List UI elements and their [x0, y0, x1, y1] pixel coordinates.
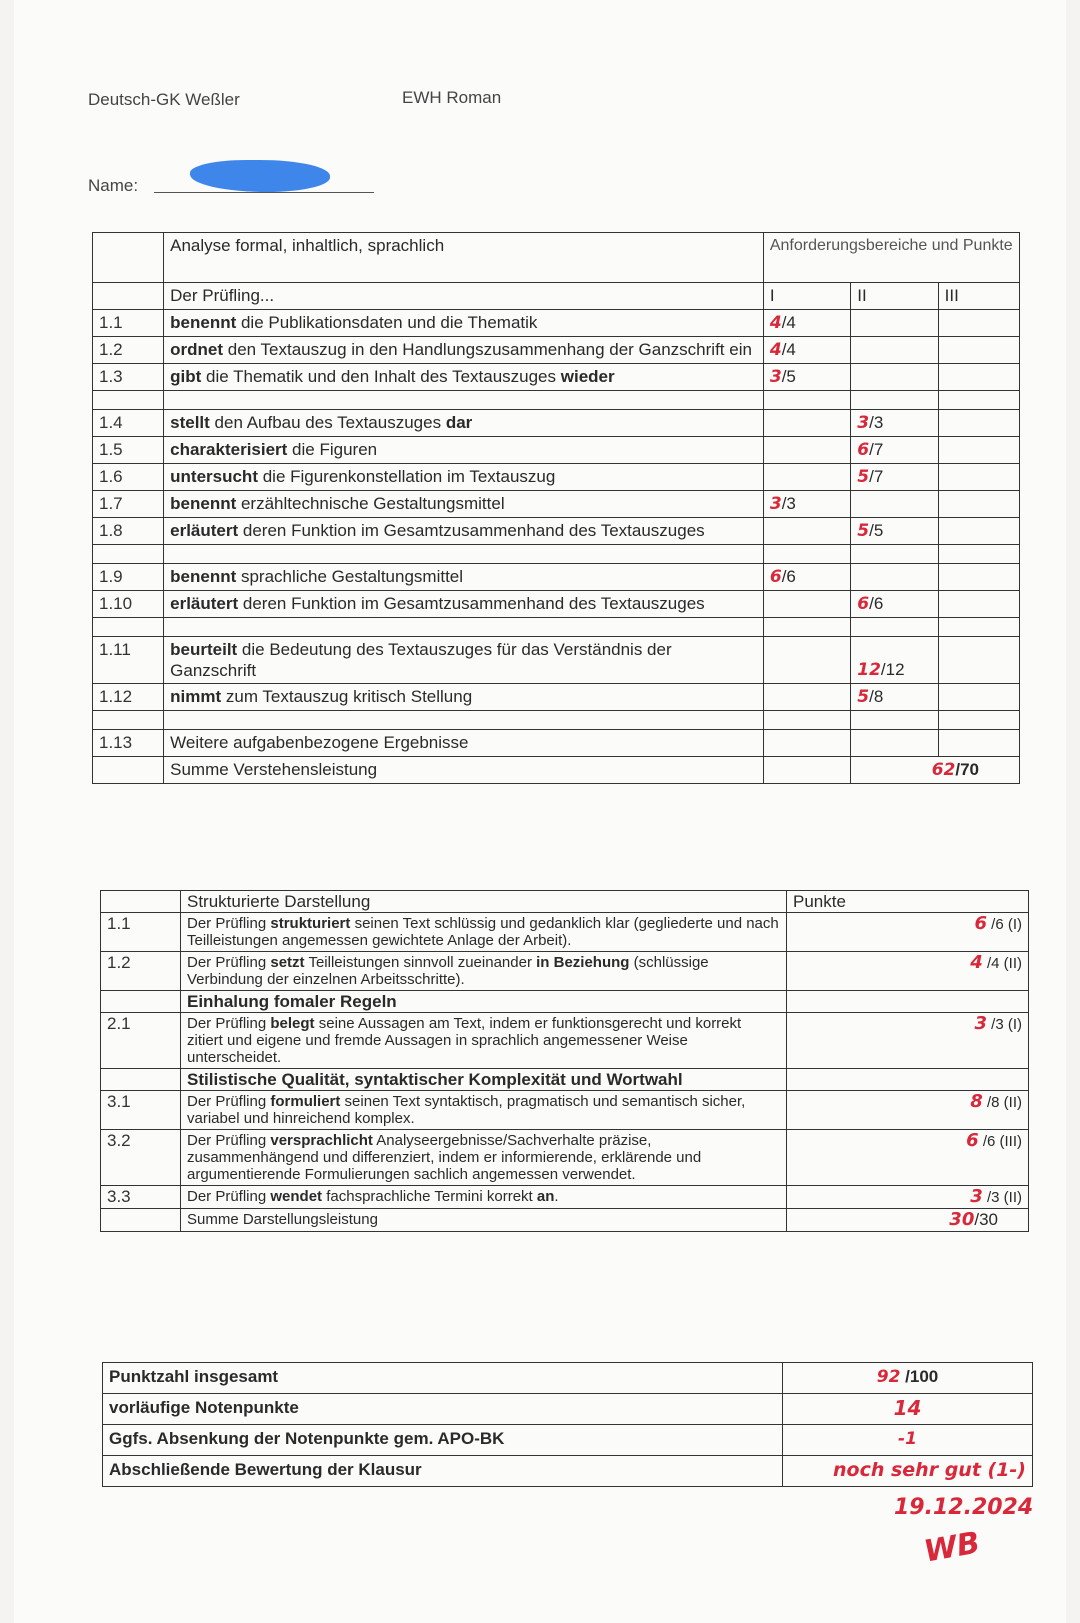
col-II: II	[851, 283, 938, 310]
empty-cell	[763, 757, 850, 784]
criterion-rest: zum Textauszug kritisch Stellung	[221, 687, 473, 706]
empty-cell	[938, 491, 1019, 518]
row-number: 3.2	[101, 1130, 181, 1186]
criterion-verb: erläutert	[170, 521, 239, 540]
criterion-verb: stellt	[170, 413, 210, 432]
row-number: 1.12	[93, 684, 164, 711]
row-number: 1.1	[101, 913, 181, 952]
empty-cell	[938, 337, 1019, 364]
row-number: 1.8	[93, 518, 164, 545]
empty-cell	[93, 757, 164, 784]
empty-cell	[938, 410, 1019, 437]
presentation-table	[100, 890, 1029, 1232]
max-points: /3	[781, 494, 796, 513]
criterion-text	[164, 337, 764, 364]
empty-cell	[787, 1069, 1029, 1091]
empty-cell	[938, 591, 1019, 618]
criterion-rest: die Publikationsdaten und die Thematik	[236, 313, 538, 332]
empty-cell	[938, 564, 1019, 591]
criterion-rest: erzähltechnische Gestaltungsmittel	[236, 494, 505, 513]
score: 4	[769, 313, 782, 333]
course-label: Deutsch-GK Weßler	[88, 90, 240, 109]
score: 6	[857, 594, 870, 614]
max-points: /6	[869, 594, 884, 613]
max-points: /4	[781, 313, 796, 332]
score: 8	[970, 1091, 983, 1112]
criterion-verb2: wieder	[560, 367, 615, 386]
sum-score: 30	[949, 1209, 975, 1230]
empty-cell	[763, 437, 850, 464]
empty-cell	[101, 891, 181, 913]
max-points: /7	[869, 440, 884, 459]
name-line	[154, 192, 374, 193]
max-points: /4	[781, 340, 796, 359]
criterion-verb: beurteilt	[170, 640, 238, 659]
score: 6	[974, 913, 987, 934]
row-number: 3.3	[101, 1186, 181, 1209]
criterion-rest: den Textauszug in den Handlungszusammenhang der Ganzschrift ein	[223, 340, 752, 359]
criterion-verb: setzt	[270, 954, 305, 971]
criterion-text	[164, 364, 764, 391]
sum-label: Summe Verstehensleistung	[164, 757, 764, 784]
max-points: /6 (III)	[982, 1133, 1022, 1150]
empty-cell	[101, 991, 181, 1013]
row-number: 1.5	[93, 437, 164, 464]
empty-cell	[787, 991, 1029, 1013]
max-points: /3	[869, 413, 884, 432]
row-number: 1.7	[93, 491, 164, 518]
criterion-text	[181, 1091, 787, 1130]
row-number: 1.13	[93, 730, 164, 757]
empty-cell	[101, 1209, 181, 1232]
score: 5	[857, 687, 870, 707]
max-points: /3 (II)	[986, 1189, 1022, 1206]
criterion-rest2: (schlüssige Verbindung der einzelnen Arbeitsschritte).	[187, 954, 709, 988]
score: 4	[769, 340, 782, 360]
max-points: /12	[880, 660, 905, 679]
criterion-rest: Analyseergebnisse/Sachverhalte präzise, zusammenhängend und differenziert, indem er informierende, erklärende und argumentierende Formulierungen sachlich angemessen verwendet.	[187, 1132, 702, 1183]
score: 3	[857, 413, 870, 433]
score: 3	[769, 494, 782, 514]
row-number: 1.1	[93, 310, 164, 337]
criterion-verb: benennt	[170, 567, 237, 586]
criterion-rest: deren Funktion im Gesamtzusammenhand des Textauszuges	[238, 594, 705, 613]
criterion-rest: die Figuren	[287, 440, 378, 459]
criterion-text	[181, 1186, 787, 1209]
criterion-pre: Der Prüfling	[187, 1188, 271, 1205]
section-heading: Stilistische Qualität, syntaktischer Komplexität und Wortwahl	[181, 1069, 787, 1091]
criterion-pre: Der Prüfling	[187, 915, 271, 932]
criterion-verb: gibt	[170, 367, 202, 386]
total-max: /100	[905, 1367, 939, 1386]
empty-cell	[763, 730, 850, 757]
final-grade: noch sehr gut (1-)	[833, 1459, 1026, 1481]
col-III: III	[938, 283, 1019, 310]
empty-cell	[763, 410, 850, 437]
total-label: Punktzahl insgesamt	[103, 1363, 783, 1394]
redacted-name	[190, 160, 330, 192]
score: 3	[769, 367, 782, 387]
criterion-rest: seinen Text syntaktisch, pragmatisch und semantisch sicher, variabel und hinreichend komplex.	[187, 1093, 746, 1127]
empty-cell	[938, 364, 1019, 391]
empty-cell	[93, 233, 164, 283]
reduction-label: Ggfs. Absenkung der Notenpunkte gem. APO-BK	[103, 1425, 783, 1456]
criterion-rest: deren Funktion im Gesamtzusammenhand des Textauszuges	[238, 521, 705, 540]
score: 12	[857, 660, 881, 680]
sum-score: 62	[931, 760, 956, 780]
criterion-rest: die Thematik und den Inhalt des Textauszuges	[201, 367, 561, 386]
empty-cell	[763, 464, 850, 491]
score: 3	[974, 1013, 987, 1034]
section-heading: Einhalung fomaler Regeln	[181, 991, 787, 1013]
sum-max: /70	[955, 760, 979, 779]
criterion-rest: die Figurenkonstellation im Textauszug	[257, 467, 556, 486]
col-I: I	[763, 283, 850, 310]
intro-text: Der Prüfling...	[164, 283, 764, 310]
max-points: /5	[869, 521, 884, 540]
table1-title: Analyse formal, inhaltlich, sprachlich	[164, 233, 764, 283]
row-number: 1.2	[93, 337, 164, 364]
table2-title: Strukturierte Darstellung	[181, 891, 787, 913]
criterion-text	[181, 913, 787, 952]
criterion-text	[164, 437, 764, 464]
criterion-verb2: dar	[445, 413, 473, 432]
empty-cell	[938, 518, 1019, 545]
max-points: /3 (I)	[991, 1016, 1022, 1033]
criterion-text	[164, 637, 764, 684]
max-points: /6	[781, 567, 796, 586]
empty-cell	[851, 730, 938, 757]
criterion-text	[181, 952, 787, 991]
empty-cell	[938, 437, 1019, 464]
criterion-text	[181, 1130, 787, 1186]
criterion-verb: ordnet	[170, 340, 224, 359]
total-table	[102, 1362, 1033, 1487]
criterion-verb: untersucht	[170, 467, 258, 486]
score: 6	[769, 567, 782, 587]
handwritten-date: 19.12.2024	[894, 1495, 1034, 1520]
criterion-verb: charakterisiert	[170, 440, 288, 459]
score: 5	[857, 521, 870, 541]
criterion-verb: erläutert	[170, 594, 239, 613]
criterion-rest: seine Aussagen am Text, indem er funktionsgerecht und korrekt zitiert und eigene und fremde Aussagen in sprachlich angemessener Weise unterscheidet.	[187, 1015, 742, 1066]
criterion-text	[164, 491, 764, 518]
row-number: 2.1	[101, 1013, 181, 1069]
score: 6	[966, 1130, 979, 1151]
empty-cell	[763, 591, 850, 618]
empty-cell	[938, 310, 1019, 337]
row-number: 1.2	[101, 952, 181, 991]
criterion-text	[164, 518, 764, 545]
topic-label: EWH Roman	[402, 88, 502, 107]
criterion-text	[164, 684, 764, 711]
score: 4	[970, 952, 983, 973]
criterion-verb: benennt	[170, 494, 237, 513]
criterion-pre: Der Prüfling	[187, 1015, 271, 1032]
empty-cell	[763, 637, 850, 684]
empty-cell	[938, 730, 1019, 757]
row-number: 1.3	[93, 364, 164, 391]
criterion-rest: sprachliche Gestaltungsmittel	[236, 567, 464, 586]
total-score: 92	[876, 1367, 901, 1387]
criterion-rest: den Aufbau des Textauszuges	[209, 413, 446, 432]
row-number: 3.1	[101, 1091, 181, 1130]
exam-sheet	[14, 0, 1066, 1623]
criterion-rest: seinen Text schlüssig und gedanklich klar (gegliederte und nach Teilleistungen angemessen gewichtete Anlage der Arbeit).	[187, 915, 779, 949]
empty-cell	[851, 364, 938, 391]
max-points: /5	[781, 367, 796, 386]
final-grade-label: Abschließende Bewertung der Klausur	[103, 1456, 783, 1487]
empty-cell	[851, 491, 938, 518]
empty-cell	[938, 637, 1019, 684]
criterion-verb: nimmt	[170, 687, 222, 706]
criterion-verb: strukturiert	[270, 915, 351, 932]
criterion-rest: fachsprachliche Termini korrekt	[322, 1188, 537, 1205]
criterion-rest: die Bedeutung des Textauszuges für das Verständnis der Ganzschrift	[170, 640, 672, 680]
sum-max: /30	[974, 1210, 998, 1229]
criterion-text	[181, 1013, 787, 1069]
preliminary-grade: 14	[893, 1396, 922, 1420]
analysis-table	[92, 232, 1020, 784]
criterion-verb: benennt	[170, 313, 237, 332]
empty-cell	[938, 684, 1019, 711]
criterion-rest: Teilleistungen sinnvoll zueinander	[304, 954, 537, 971]
criterion-verb: versprachlicht	[270, 1132, 373, 1149]
criterion-verb2: an	[536, 1188, 555, 1205]
row-number: 1.6	[93, 464, 164, 491]
max-points: /6 (I)	[991, 916, 1022, 933]
requirements-header: Anforderungsbereiche und Punkte	[763, 233, 1019, 283]
row-number: 1.11	[93, 637, 164, 684]
max-points: /7	[869, 467, 884, 486]
score: 6	[857, 440, 870, 460]
score: 3	[970, 1186, 983, 1207]
row-number: 1.10	[93, 591, 164, 618]
criterion-text	[164, 464, 764, 491]
name-label: Name:	[88, 176, 139, 195]
empty-cell	[763, 684, 850, 711]
criterion-text	[164, 564, 764, 591]
score: 5	[857, 467, 870, 487]
row-number: 1.4	[93, 410, 164, 437]
handwritten-signature: WB	[921, 1525, 983, 1570]
empty-cell	[93, 283, 164, 310]
empty-cell	[101, 1069, 181, 1091]
criterion-text	[164, 591, 764, 618]
criterion-pre: Der Prüfling	[187, 1093, 271, 1110]
criterion-verb: wendet	[270, 1188, 323, 1205]
criterion-rest2: .	[554, 1188, 559, 1205]
empty-cell	[763, 518, 850, 545]
max-points: /8 (II)	[986, 1094, 1022, 1111]
max-points: /8	[869, 687, 884, 706]
empty-cell	[938, 464, 1019, 491]
points-header: Punkte	[787, 891, 1029, 913]
criterion-pre: Der Prüfling	[187, 1132, 271, 1149]
max-points: /4 (II)	[986, 955, 1022, 972]
criterion-text: Weitere aufgabenbezogene Ergebnisse	[164, 730, 764, 757]
sum-label: Summe Darstellungsleistung	[181, 1209, 787, 1232]
criterion-verb2: in Beziehung	[536, 954, 630, 971]
criterion-text	[164, 410, 764, 437]
criterion-text	[164, 310, 764, 337]
preliminary-grade-label: vorläufige Notenpunkte	[103, 1394, 783, 1425]
criterion-verb: belegt	[270, 1015, 315, 1032]
criterion-verb: formuliert	[270, 1093, 341, 1110]
reduction-value: -1	[898, 1429, 917, 1449]
row-number: 1.9	[93, 564, 164, 591]
criterion-pre: Der Prüfling	[187, 954, 271, 971]
empty-cell	[851, 564, 938, 591]
empty-cell	[851, 337, 938, 364]
empty-cell	[851, 310, 938, 337]
